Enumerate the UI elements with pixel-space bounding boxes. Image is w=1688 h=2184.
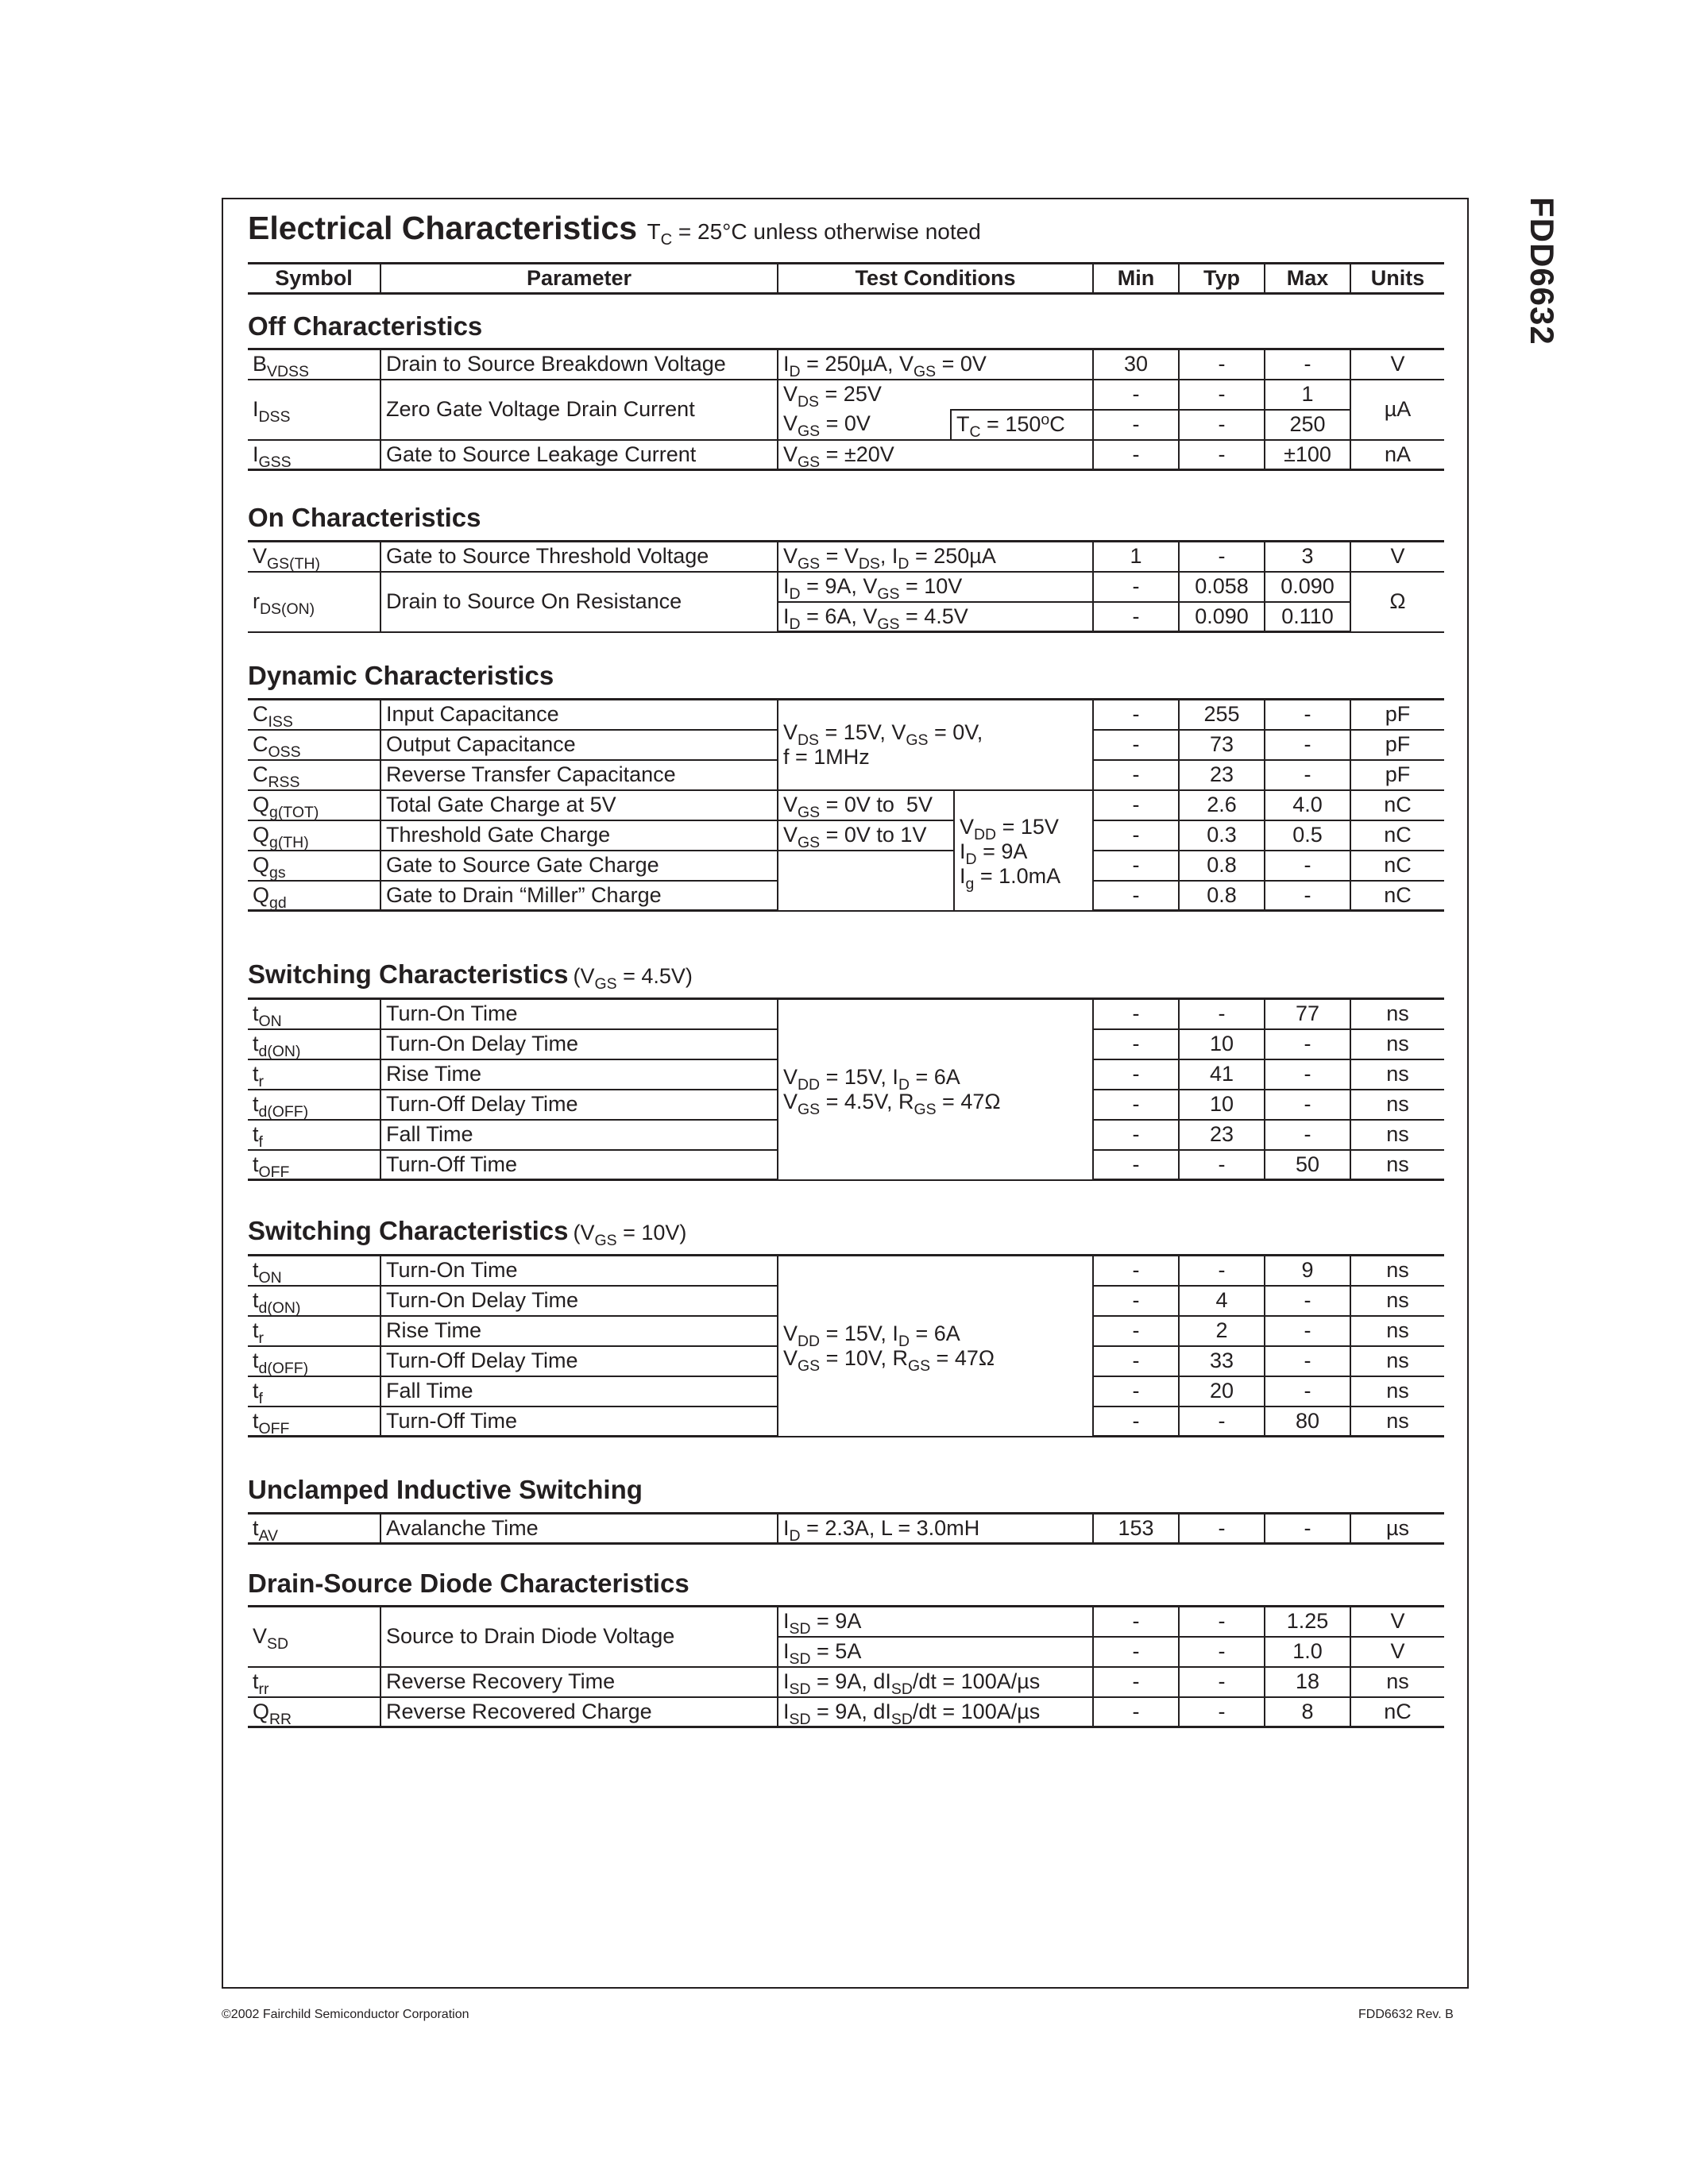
cond-cell: $T_C = 150^oC$ — [951, 410, 1093, 440]
symbol-qgtot: $Q_{g(TOT)}$ — [248, 790, 380, 820]
max-cell: - — [1265, 1316, 1350, 1346]
min-cell: - — [1093, 1256, 1179, 1286]
min-cell: - — [1093, 1120, 1179, 1150]
section-unclamped-inductive-switching: Unclamped Inductive Switching — [248, 1475, 643, 1504]
symbol-tav: $t_{AV}$ — [248, 1514, 380, 1544]
symbol-ton: $t_{ON}$ — [248, 1256, 380, 1286]
typ-cell: - — [1179, 1514, 1265, 1544]
header-typ: Typ — [1179, 264, 1265, 294]
symbol-qgs: $Q_{gs}$ — [248, 851, 380, 881]
max-cell: - — [1265, 1059, 1350, 1090]
typ-cell: - — [1179, 1256, 1265, 1286]
typ-cell: 2.6 — [1179, 790, 1265, 820]
min-cell: - — [1093, 1346, 1179, 1376]
symbol-bvdss: $B_{VDSS}$ — [248, 349, 380, 380]
uis-table — [248, 1512, 1444, 1545]
units-cell: ns — [1350, 1376, 1444, 1406]
min-cell: - — [1093, 1150, 1179, 1180]
units-cell: ns — [1350, 1150, 1444, 1180]
max-cell: 77 — [1265, 999, 1350, 1029]
param-cell: Drain to Source On Resistance — [380, 572, 778, 632]
typ-cell: 0.058 — [1179, 572, 1265, 602]
units-cell: nC — [1350, 881, 1444, 911]
max-cell: - — [1265, 1090, 1350, 1120]
max-cell: - — [1265, 1514, 1350, 1544]
footer-revision: FDD6632 Rev. B — [1358, 2008, 1454, 2021]
units-cell: pF — [1350, 700, 1444, 730]
symbol-vgsth: $V_{GS(TH)}$ — [248, 542, 380, 572]
diode-table — [248, 1605, 1444, 1728]
typ-cell: - — [1179, 1150, 1265, 1180]
typ-cell: - — [1179, 1667, 1265, 1697]
side-part-number: FDD6632 — [1524, 197, 1561, 345]
units-cell: µs — [1350, 1514, 1444, 1544]
symbol-coss: $C_{OSS}$ — [248, 730, 380, 760]
section-switching-45v: Switching Characteristics $(V_{GS} = 4.5V)$ — [248, 959, 693, 993]
units-cell: ns — [1350, 1286, 1444, 1316]
table-row — [248, 1667, 1444, 1697]
header-min: Min — [1093, 264, 1179, 294]
typ-cell: - — [1179, 380, 1265, 410]
param-cell: Output Capacitance — [380, 730, 778, 760]
max-cell: 8 — [1265, 1697, 1350, 1727]
cond-cell: $I_D = 250\mu A$, $V_{GS} = 0V$ — [778, 349, 1093, 380]
typ-cell: 33 — [1179, 1346, 1265, 1376]
table-row — [248, 700, 1444, 730]
header-table — [248, 262, 1444, 295]
param-cell: Turn-On Delay Time — [380, 1286, 778, 1316]
symbol-trr: $t_{rr}$ — [248, 1667, 380, 1697]
cond-cell: $V_{DS} = 25V$ — [778, 380, 1093, 410]
typ-cell: 0.3 — [1179, 820, 1265, 851]
param-cell: Reverse Recovery Time — [380, 1667, 778, 1697]
section-off-characteristics: Off Characteristics — [248, 311, 483, 341]
units-cell: pF — [1350, 730, 1444, 760]
max-cell: - — [1265, 349, 1350, 380]
typ-cell: 0.8 — [1179, 851, 1265, 881]
typ-cell: - — [1179, 999, 1265, 1029]
max-cell: 1 — [1265, 380, 1350, 410]
symbol-vsd: $V_{SD}$ — [248, 1607, 380, 1667]
header-parameter: Parameter — [380, 264, 778, 294]
units-cell: ns — [1350, 1667, 1444, 1697]
typ-cell: 10 — [1179, 1090, 1265, 1120]
cond-cell: $I_D = 9A$, $V_{GS} = 10V$ — [778, 572, 1093, 602]
typ-cell: - — [1179, 542, 1265, 572]
symbol-tdoff: $t_{d(OFF)}$ — [248, 1346, 380, 1376]
symbol-tr: $t_r$ — [248, 1059, 380, 1090]
table-row — [248, 1514, 1444, 1544]
max-cell: 1.25 — [1265, 1607, 1350, 1637]
max-cell: 50 — [1265, 1150, 1350, 1180]
cond-cell-empty — [778, 851, 954, 911]
units-cell: V — [1350, 349, 1444, 380]
dynamic-characteristics-table — [248, 698, 1444, 912]
param-cell: Input Capacitance — [380, 700, 778, 730]
max-cell: - — [1265, 1346, 1350, 1376]
typ-cell: - — [1179, 1697, 1265, 1727]
typ-cell: 73 — [1179, 730, 1265, 760]
min-cell: - — [1093, 851, 1179, 881]
param-cell: Turn-On Time — [380, 999, 778, 1029]
units-cell: V — [1350, 1637, 1444, 1667]
param-cell: Turn-Off Delay Time — [380, 1346, 778, 1376]
typ-cell: 0.090 — [1179, 602, 1265, 632]
header-max: Max — [1265, 264, 1350, 294]
cond-cell: $I_D = 6A$, $V_{GS} = 4.5V$ — [778, 602, 1093, 632]
symbol-tf: $t_f$ — [248, 1376, 380, 1406]
table-row — [248, 999, 1444, 1029]
max-cell: - — [1265, 700, 1350, 730]
cond-cell: $V_{DS} = 15V$, $V_{GS} = 0V$, f = 1MHz — [778, 700, 1093, 790]
units-cell: ns — [1350, 1256, 1444, 1286]
min-cell: - — [1093, 1637, 1179, 1667]
cond-cell: $V_{GS} = 0V$ to 5V — [778, 790, 954, 820]
min-cell: - — [1093, 820, 1179, 851]
param-cell: Avalanche Time — [380, 1514, 778, 1544]
max-cell: - — [1265, 1376, 1350, 1406]
param-cell: Source to Drain Diode Voltage — [380, 1607, 778, 1667]
table-row — [248, 542, 1444, 572]
symbol-tdon: $t_{d(ON)}$ — [248, 1029, 380, 1059]
symbol-tdoff: $t_{d(OFF)}$ — [248, 1090, 380, 1120]
units-cell: Ω — [1350, 572, 1444, 632]
units-cell: nA — [1350, 440, 1444, 470]
page-title — [248, 210, 981, 247]
cond-cell: $I_{SD} = 9A$, $dI_{SD}/dt = 100A/\mu s$ — [778, 1697, 1093, 1727]
typ-cell: 4 — [1179, 1286, 1265, 1316]
footer-copyright: ©2002 Fairchild Semiconductor Corporation — [222, 2008, 469, 2021]
header-symbol: Symbol — [248, 264, 380, 294]
max-cell: ±100 — [1265, 440, 1350, 470]
units-cell: nC — [1350, 1697, 1444, 1727]
section-switching-10v: Switching Characteristics $(V_{GS} = 10V)$ — [248, 1216, 687, 1249]
units-cell: µA — [1350, 380, 1444, 440]
param-cell: Threshold Gate Charge — [380, 820, 778, 851]
cond-cell: $I_{SD} = 9A$, $dI_{SD}/dt = 100A/\mu s$ — [778, 1667, 1093, 1697]
switching-10v-table — [248, 1254, 1444, 1437]
min-cell: - — [1093, 881, 1179, 911]
units-cell: ns — [1350, 1120, 1444, 1150]
min-cell: - — [1093, 572, 1179, 602]
typ-cell: 23 — [1179, 1120, 1265, 1150]
units-cell: ns — [1350, 1029, 1444, 1059]
typ-cell: 20 — [1179, 1376, 1265, 1406]
symbol-tf: $t_f$ — [248, 1120, 380, 1150]
symbol-toff: $t_{OFF}$ — [248, 1406, 380, 1437]
param-cell: Fall Time — [380, 1376, 778, 1406]
units-cell: ns — [1350, 1406, 1444, 1437]
units-cell: nC — [1350, 851, 1444, 881]
param-cell: Reverse Transfer Capacitance — [380, 760, 778, 790]
table-row — [248, 1607, 1444, 1637]
typ-cell: - — [1179, 1607, 1265, 1637]
min-cell: - — [1093, 1667, 1179, 1697]
cond-cell: $V_{GS} = 0V$ — [778, 410, 951, 440]
min-cell: - — [1093, 380, 1179, 410]
table-row — [248, 790, 1444, 820]
max-cell: 0.110 — [1265, 602, 1350, 632]
max-cell: 18 — [1265, 1667, 1350, 1697]
on-characteristics-table — [248, 540, 1444, 633]
max-cell: - — [1265, 881, 1350, 911]
table-row — [248, 572, 1444, 602]
header-units: Units — [1350, 264, 1444, 294]
symbol-ciss: $C_{ISS}$ — [248, 700, 380, 730]
symbol-qgd: $Q_{gd}$ — [248, 881, 380, 911]
min-cell: - — [1093, 1607, 1179, 1637]
typ-cell: 255 — [1179, 700, 1265, 730]
param-cell: Drain to Source Breakdown Voltage — [380, 349, 778, 380]
min-cell: - — [1093, 760, 1179, 790]
min-cell: - — [1093, 1697, 1179, 1727]
param-cell: Gate to Source Gate Charge — [380, 851, 778, 881]
param-cell: Turn-Off Time — [380, 1150, 778, 1180]
section-on-characteristics: On Characteristics — [248, 503, 481, 532]
max-cell: - — [1265, 1286, 1350, 1316]
typ-cell: - — [1179, 349, 1265, 380]
title-main: Electrical Characteristics — [248, 210, 637, 246]
symbol-toff: $t_{OFF}$ — [248, 1150, 380, 1180]
param-cell: Turn-Off Time — [380, 1406, 778, 1437]
param-cell: Turn-On Time — [380, 1256, 778, 1286]
typ-cell: 41 — [1179, 1059, 1265, 1090]
table-row — [248, 1697, 1444, 1727]
min-cell: - — [1093, 730, 1179, 760]
min-cell: - — [1093, 1316, 1179, 1346]
max-cell: 250 — [1265, 410, 1350, 440]
table-row — [248, 820, 1444, 851]
units-cell: ns — [1350, 1346, 1444, 1376]
min-cell: - — [1093, 1090, 1179, 1120]
cond-cell: $V_{DD} = 15V$, $I_D = 6A$ $V_{GS} = 4.5V$, $R_{GS} = 47\Omega$ — [778, 999, 1093, 1180]
symbol-igss: $I_{GSS}$ — [248, 440, 380, 470]
symbol-ton: $t_{ON}$ — [248, 999, 380, 1029]
min-cell: - — [1093, 1286, 1179, 1316]
param-cell: Turn-On Delay Time — [380, 1029, 778, 1059]
min-cell: - — [1093, 790, 1179, 820]
param-cell: Turn-Off Delay Time — [380, 1090, 778, 1120]
max-cell: 0.5 — [1265, 820, 1350, 851]
cond-cell: $I_{SD} = 5A$ — [778, 1637, 1093, 1667]
units-cell: ns — [1350, 1316, 1444, 1346]
param-cell: Total Gate Charge at 5V — [380, 790, 778, 820]
symbol-tr: $t_r$ — [248, 1316, 380, 1346]
units-cell: ns — [1350, 1090, 1444, 1120]
min-cell: 153 — [1093, 1514, 1179, 1544]
symbol-rdson: $r_{DS(ON)}$ — [248, 572, 380, 632]
max-cell: - — [1265, 1120, 1350, 1150]
min-cell: - — [1093, 1059, 1179, 1090]
cond-cell: $V_{DD} = 15V$, $I_D = 6A$ $V_{GS} = 10V$, $R_{GS} = 47\Omega$ — [778, 1256, 1093, 1437]
param-cell: Rise Time — [380, 1059, 778, 1090]
units-cell: ns — [1350, 1059, 1444, 1090]
cond-cell: $V_{GS} = \pm 20V$ — [778, 440, 1093, 470]
min-cell: - — [1093, 440, 1179, 470]
min-cell: 1 — [1093, 542, 1179, 572]
symbol-qrr: $Q_{RR}$ — [248, 1697, 380, 1727]
symbol-qgth: $Q_{g(TH)}$ — [248, 820, 380, 851]
units-cell: nC — [1350, 790, 1444, 820]
off-characteristics-table — [248, 348, 1444, 471]
title-condition: $T_C = 25^\circ C$ unless otherwise noted — [647, 219, 981, 249]
min-cell: - — [1093, 1376, 1179, 1406]
param-cell: Fall Time — [380, 1120, 778, 1150]
max-cell: - — [1265, 851, 1350, 881]
min-cell: - — [1093, 1029, 1179, 1059]
max-cell: 9 — [1265, 1256, 1350, 1286]
max-cell: - — [1265, 1029, 1350, 1059]
typ-cell: 2 — [1179, 1316, 1265, 1346]
param-cell: Rise Time — [380, 1316, 778, 1346]
min-cell: 30 — [1093, 349, 1179, 380]
units-cell: pF — [1350, 760, 1444, 790]
table-row — [248, 380, 1444, 410]
cond-cell: $V_{GS} = V_{DS}$, $I_D = 250\mu A$ — [778, 542, 1093, 572]
typ-cell: 0.8 — [1179, 881, 1265, 911]
table-row — [248, 440, 1444, 470]
max-cell: 1.0 — [1265, 1637, 1350, 1667]
max-cell: 3 — [1265, 542, 1350, 572]
param-cell: Gate to Source Threshold Voltage — [380, 542, 778, 572]
typ-cell: 10 — [1179, 1029, 1265, 1059]
symbol-tdon: $t_{d(ON)}$ — [248, 1286, 380, 1316]
typ-cell: 23 — [1179, 760, 1265, 790]
typ-cell: - — [1179, 1406, 1265, 1437]
symbol-crss: $C_{RSS}$ — [248, 760, 380, 790]
switching-45v-table — [248, 997, 1444, 1181]
param-cell: Reverse Recovered Charge — [380, 1697, 778, 1727]
typ-cell: - — [1179, 410, 1265, 440]
min-cell: - — [1093, 700, 1179, 730]
table-row — [248, 1256, 1444, 1286]
max-cell: - — [1265, 760, 1350, 790]
cond-cell: $V_{DD} = 15V$ $I_D = 9A$ $I_g = 1.0mA$ — [954, 790, 1093, 911]
min-cell: - — [1093, 1406, 1179, 1437]
max-cell: 4.0 — [1265, 790, 1350, 820]
table-row — [248, 349, 1444, 380]
units-cell: V — [1350, 1607, 1444, 1637]
typ-cell: - — [1179, 1637, 1265, 1667]
min-cell: - — [1093, 410, 1179, 440]
typ-cell: - — [1179, 440, 1265, 470]
max-cell: - — [1265, 730, 1350, 760]
symbol-idss: $I_{DSS}$ — [248, 380, 380, 440]
min-cell: - — [1093, 602, 1179, 632]
cond-cell: $V_{GS} = 0V$ to 1V — [778, 820, 954, 851]
units-cell: nC — [1350, 820, 1444, 851]
section-diode-characteristics: Drain-Source Diode Characteristics — [248, 1569, 689, 1598]
param-cell: Gate to Drain “Miller” Charge — [380, 881, 778, 911]
units-cell: V — [1350, 542, 1444, 572]
table-row — [248, 851, 1444, 881]
min-cell: - — [1093, 999, 1179, 1029]
units-cell: ns — [1350, 999, 1444, 1029]
max-cell: 80 — [1265, 1406, 1350, 1437]
param-cell: Zero Gate Voltage Drain Current — [380, 380, 778, 440]
cond-cell: $I_D = 2.3A$, L = 3.0mH — [778, 1514, 1093, 1544]
max-cell: 0.090 — [1265, 572, 1350, 602]
section-dynamic-characteristics: Dynamic Characteristics — [248, 661, 554, 690]
param-cell: Gate to Source Leakage Current — [380, 440, 778, 470]
header-test-conditions: Test Conditions — [778, 264, 1093, 294]
cond-cell: $I_{SD} = 9A$ — [778, 1607, 1093, 1637]
